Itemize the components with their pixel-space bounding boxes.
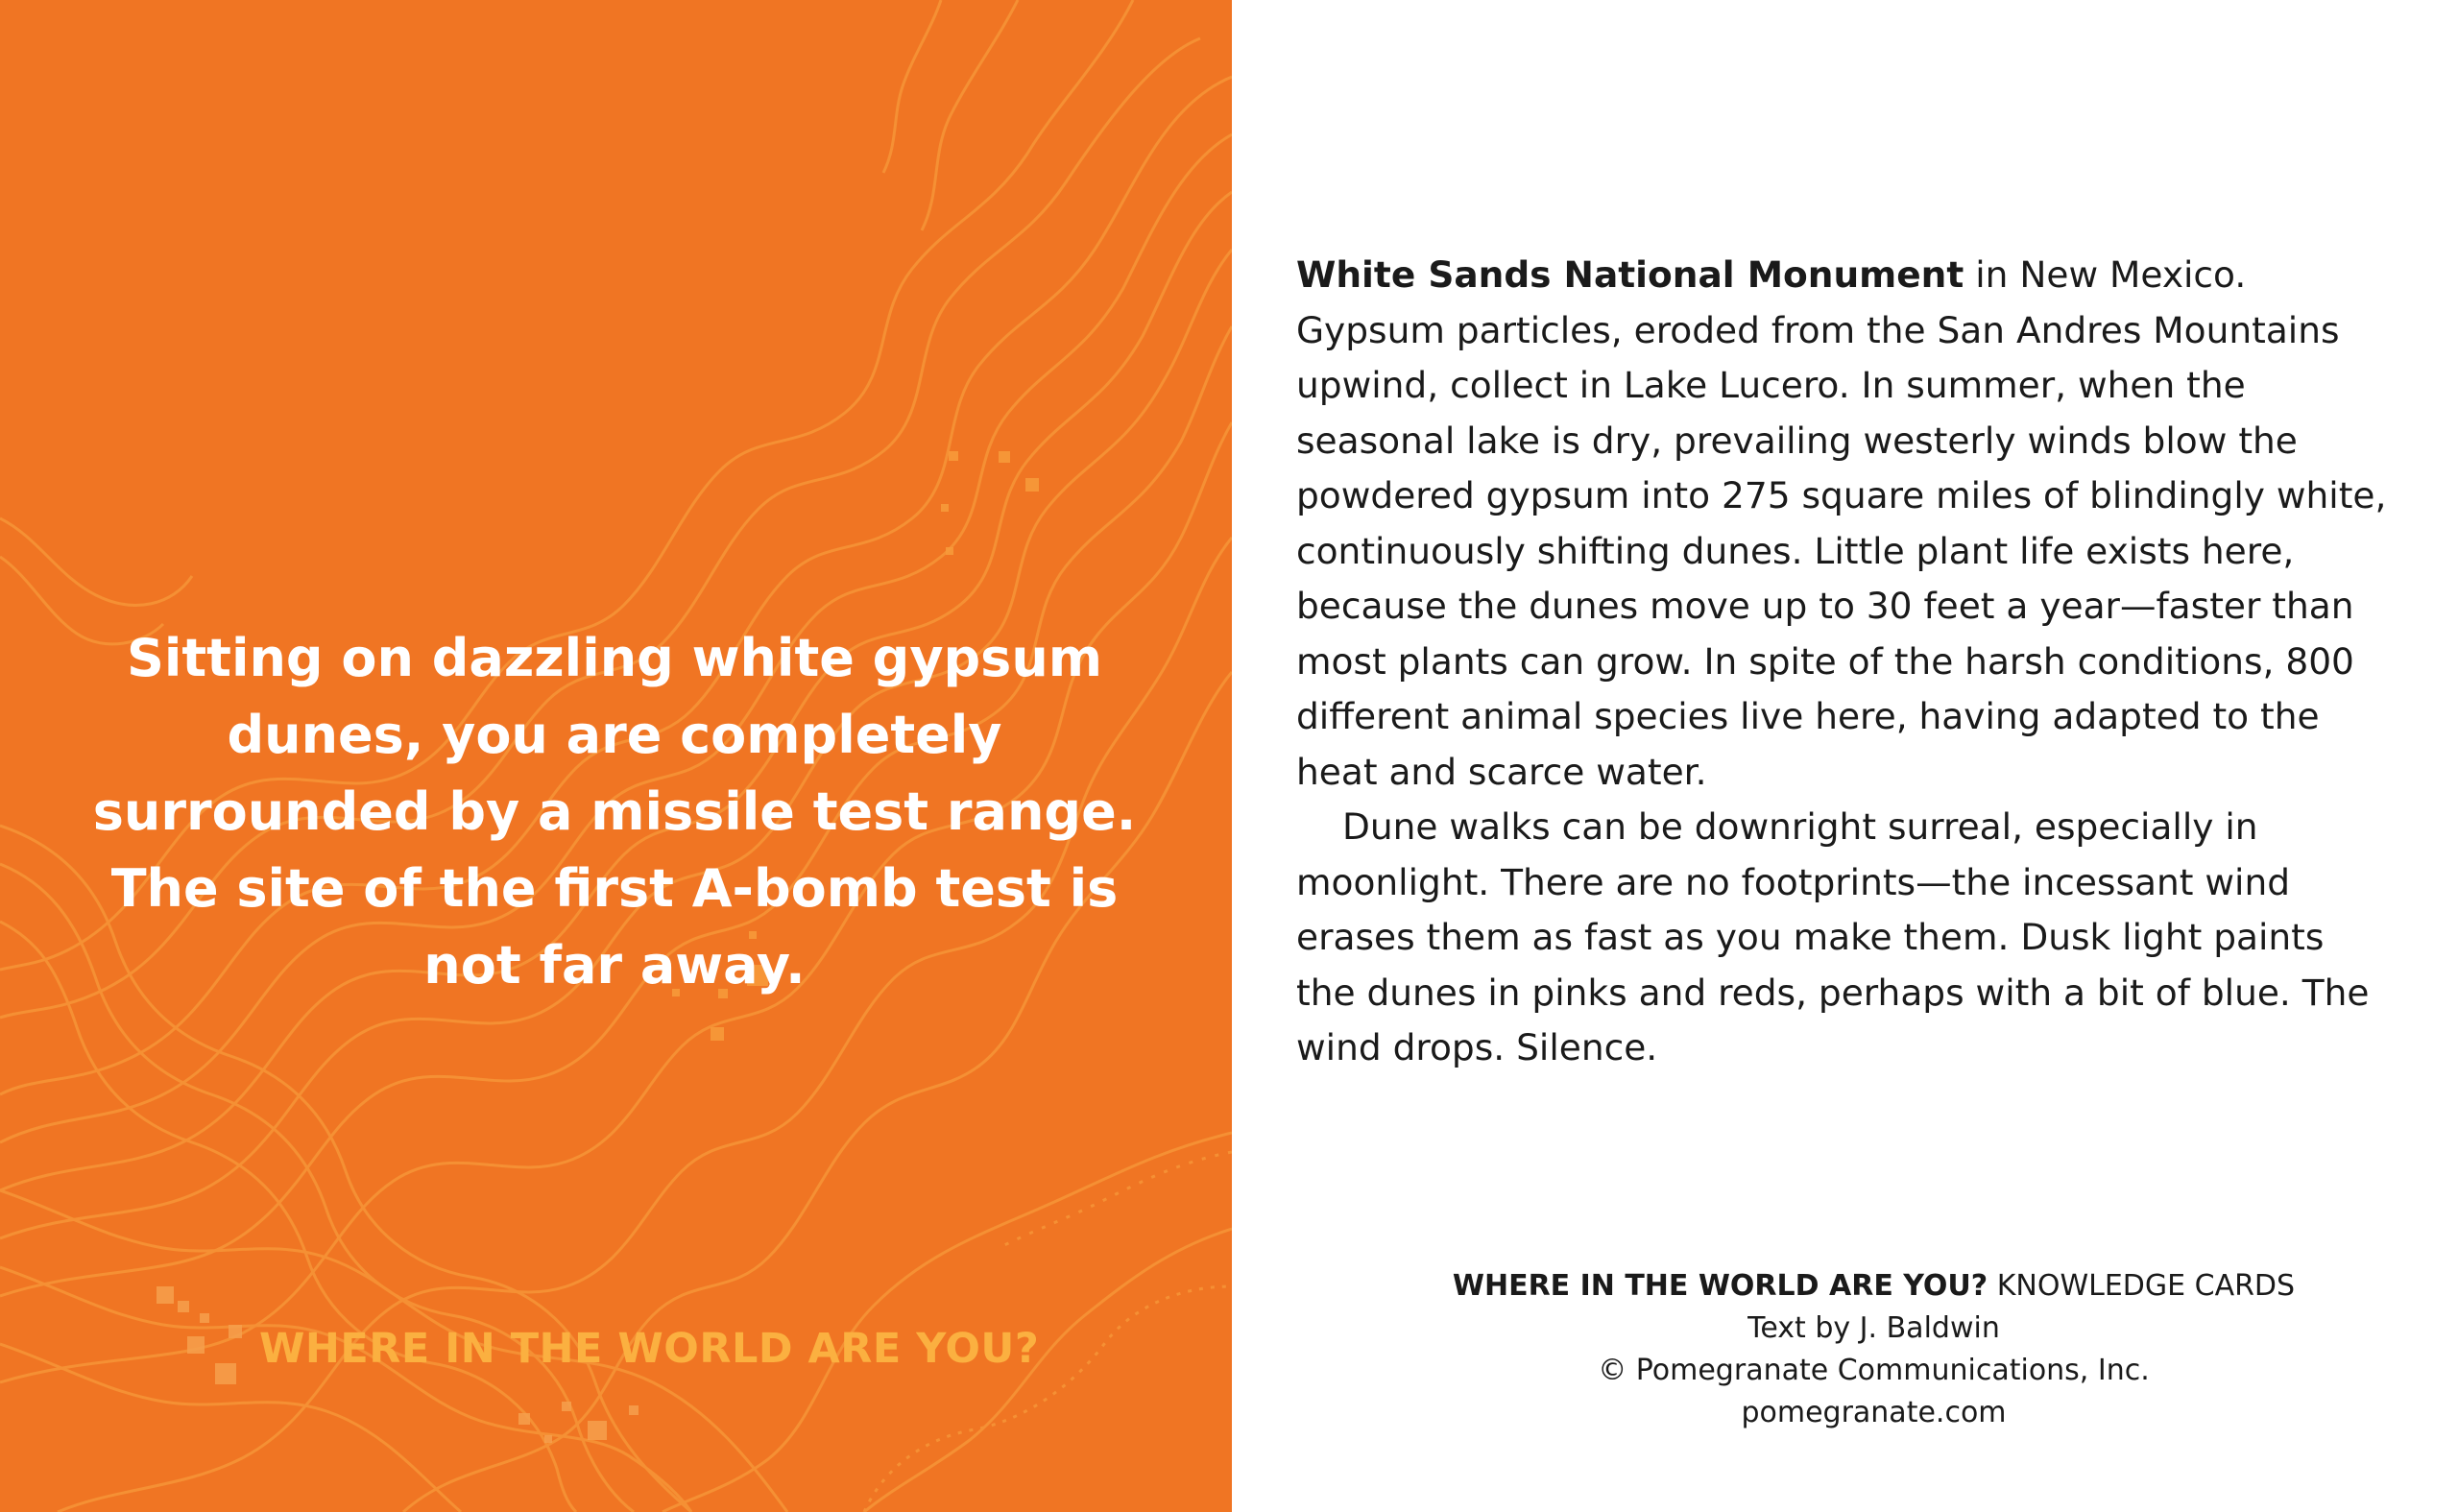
answer-paragraph-1-body: in New Mexico. Gypsum particles, eroded from the San Andres Mountains upwind, collect in Lake Lucero. In summer, when the seasonal lake is dry, prevailing westerly winds blow the powdered gypsum into 275 square miles of blindingly white, continuously shifting dunes. Little plant life exists here, because the dunes move up to 30 feet a year—faster than most plants can grow. In spite of the harsh conditions, 800 different animal species live here, having adapted to the heat and scarce water. — [1296, 253, 2387, 793]
series-line — [1289, 1265, 2458, 1308]
card-back — [1232, 0, 2458, 1512]
website-link[interactable]: pomegranate.com — [1741, 1396, 2007, 1429]
location-title: White Sands National Monument — [1296, 253, 1964, 296]
author-credit: Text by J. Baldwin — [1747, 1311, 2000, 1345]
answer-paragraph-2: Dune walks can be downright surreal, especially in moonlight. There are no footprints—the incessant wind erases them as fast as you make them. Dusk light paints the dunes in pinks and reds, perhaps with a bit of blue. The wind drops. Silence. — [1296, 805, 2370, 1068]
series-suffix: KNOWLEDGE CARDS — [1988, 1269, 2296, 1303]
series-name: WHERE IN THE WORLD ARE YOU? — [1452, 1269, 1988, 1303]
answer-paragraph-1 — [1296, 248, 2393, 800]
card-credits — [1232, 1265, 2458, 1434]
answer-text — [1296, 248, 2393, 1076]
copyright-notice: © Pomegranate Communications, Inc. — [1598, 1354, 2150, 1387]
card-question: Sitting on dazzling white gypsum dunes, you are completely surrounded by a missile test range. The site of the first A-bomb test is not far away. — [92, 628, 1137, 996]
game-brand-title: WHERE IN THE WORLD ARE YOU? — [259, 1325, 1040, 1373]
